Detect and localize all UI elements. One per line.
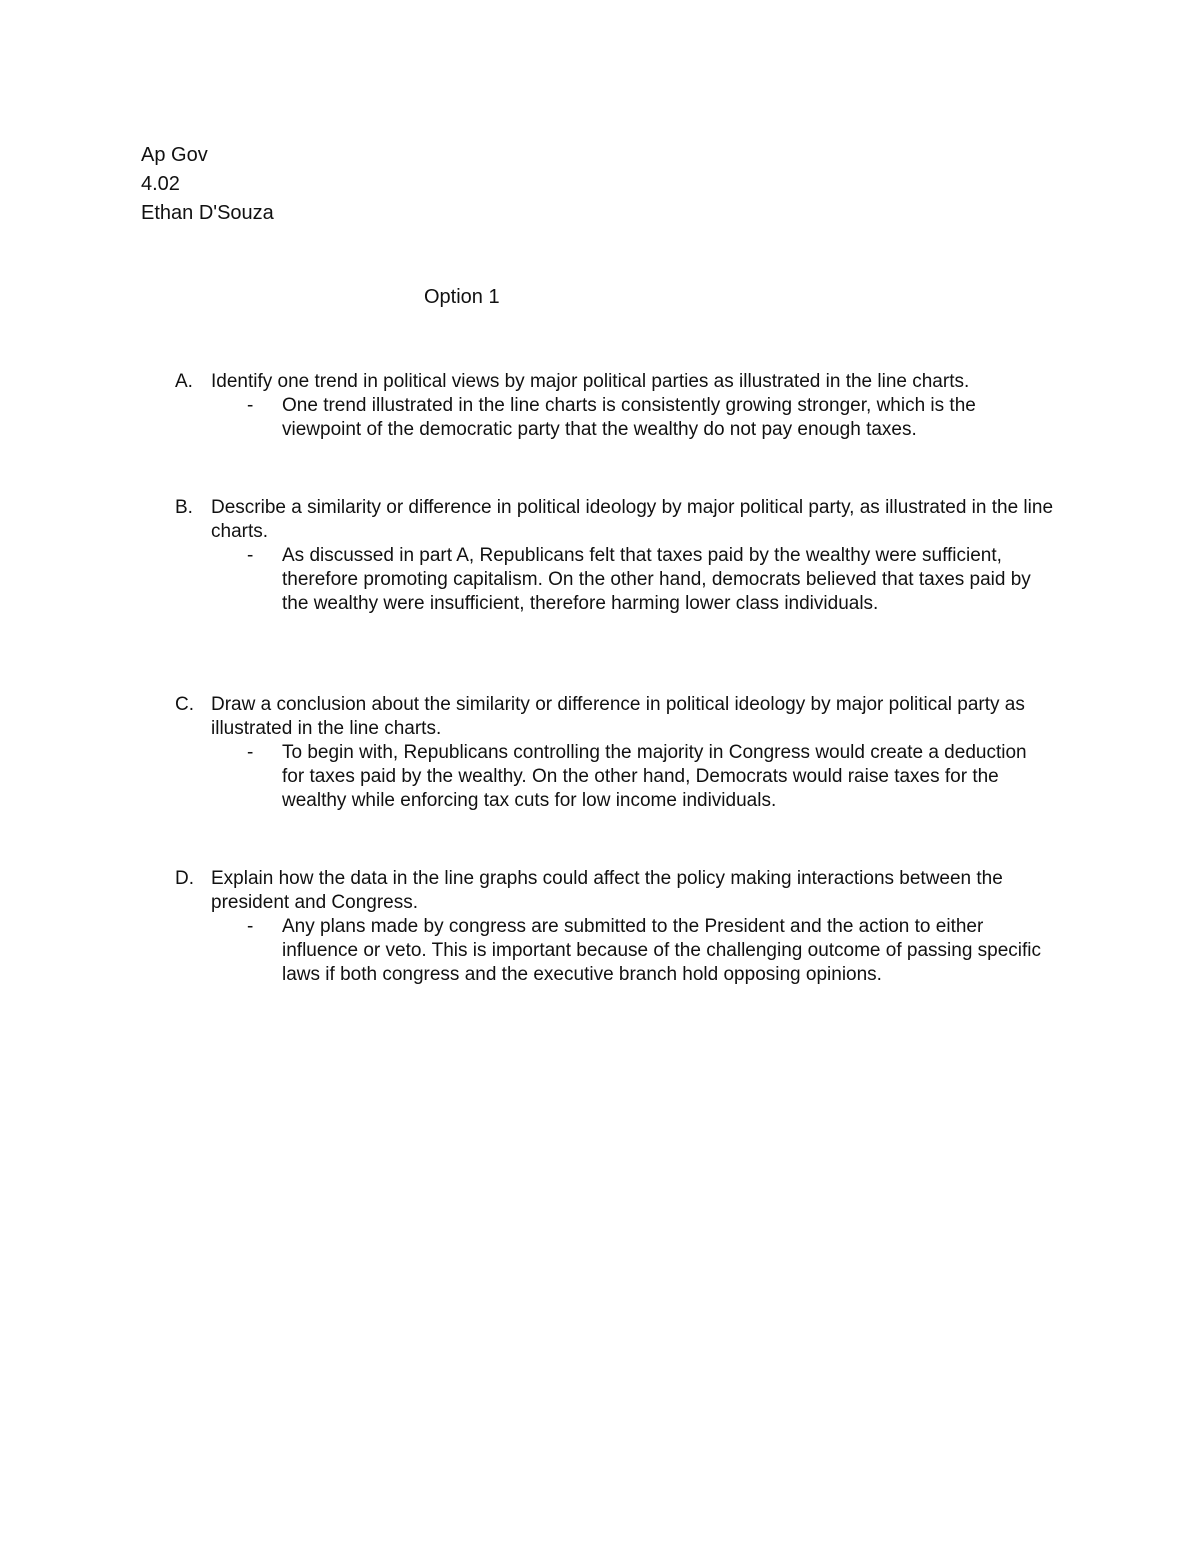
option-title: Option 1 — [424, 286, 500, 308]
question-prompt: Explain how the data in the line graphs could affect the policy making interactions between the president and Congress. — [211, 868, 1003, 913]
answer-text: One trend illustrated in the line charts is consistently growing stronger, which is the viewpoint of the democratic party that the wealthy do not pay enough taxes. — [282, 395, 976, 440]
question-letter: D. — [175, 868, 194, 889]
answer-row — [175, 394, 1075, 442]
question-prompt-row — [175, 867, 1075, 915]
question-letter: C. — [175, 694, 194, 715]
assignment-number: 4.02 — [141, 173, 180, 195]
answer-bullet: - — [247, 545, 254, 566]
question-prompt-row — [175, 693, 1075, 741]
answer-row — [175, 544, 1075, 616]
answer-text: To begin with, Republicans controlling the majority in Congress would create a deduction for taxes paid by the wealthy. On the other hand, Democrats would raise taxes for the wealthy while enforcing tax cuts for low income individuals. — [282, 742, 1027, 811]
question-c — [175, 693, 1075, 813]
answer-bullet: - — [247, 916, 254, 937]
question-d — [175, 867, 1075, 987]
answer-bullet: - — [247, 742, 254, 763]
question-b — [175, 496, 1075, 616]
question-prompt-row — [175, 496, 1075, 544]
answer-text: As discussed in part A, Republicans felt that taxes paid by the wealthy were sufficient, therefore promoting capitalism. On the other hand, democrats believed that taxes paid by the wealthy were insufficient, therefore harming lower class individuals. — [282, 545, 1031, 614]
question-prompt-row — [175, 370, 1075, 394]
question-letter: B. — [175, 497, 193, 518]
question-letter: A. — [175, 371, 193, 392]
answer-bullet: - — [247, 395, 254, 416]
answer-row — [175, 741, 1075, 813]
answer-text: Any plans made by congress are submitted to the President and the action to either influence or veto. This is important because of the challenging outcome of passing specific laws if both congress and the executive branch hold opposing opinions. — [282, 916, 1042, 985]
document-header — [141, 143, 541, 230]
course-name: Ap Gov — [141, 144, 208, 166]
student-name: Ethan D'Souza — [141, 202, 274, 224]
question-prompt: Draw a conclusion about the similarity or difference in political ideology by major political party as illustrated in the line charts. — [211, 694, 1025, 739]
question-prompt: Identify one trend in political views by major political parties as illustrated in the line charts. — [211, 371, 970, 392]
question-prompt: Describe a similarity or difference in political ideology by major political party, as illustrated in the line charts. — [211, 497, 1054, 542]
answer-row — [175, 915, 1075, 987]
question-a — [175, 370, 1075, 442]
